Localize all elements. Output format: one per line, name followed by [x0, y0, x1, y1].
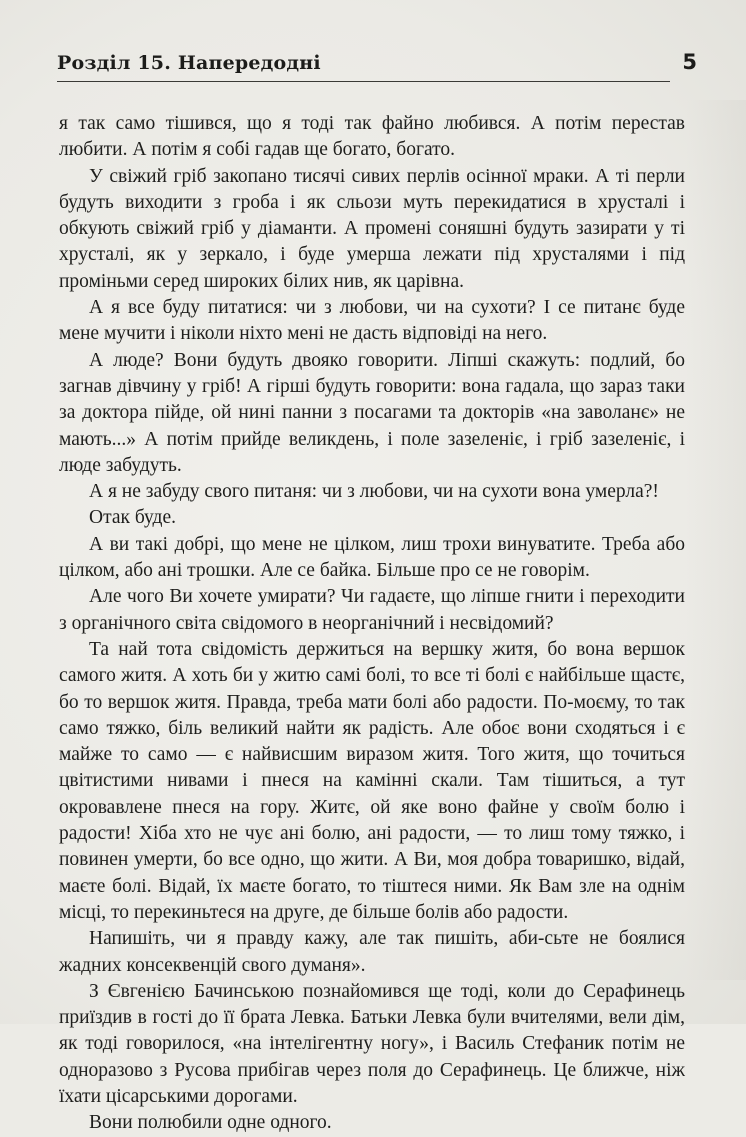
- paragraph: А люде? Вони будуть двояко говорити. Ліпші скажуть: подлий, бо загнав дівчину у гріб! А гірші будуть говорити: вона гадала, що зараз таки за доктора пійде, ой нині панни з посагами та докторів «на заволанє» не мають...» А потім прийде великдень, і поле зазеленіє, і гріб зазеленіє, і люде забудуть.: [59, 349, 685, 476]
- page-edge-shadow: [686, 100, 746, 980]
- chapter-title: Розділ 15. Напередодні: [57, 52, 321, 74]
- paragraph: Напишіть, чи я правду кажу, але так пишіть, аби-сьте не боялися жадних консеквенцій свого думаня».: [59, 928, 685, 976]
- paragraph: А ви такі добрі, що мене не цілком, лиш трохи винуватите. Треба або цілком, або ані трошки. Але се байка. Більше про се не говорім.: [59, 533, 685, 582]
- paragraph: З Євгенією Бачинською познайомився ще тоді, коли до Серафинець приїздив в гості до її брата Левка. Батьки Левка були вчителями, вели дім, як тоді говорилося, «на інтелігентну ногу», і Василь Стефаник потім не одноразово з Русова прибігав через поля до Серафинець. Це ближче, ніж їхати цісарськими дорогами.: [59, 980, 685, 1107]
- paragraph: А я не забуду свого питаня: чи з любови, чи на сухоти вона умерла?!: [89, 481, 659, 503]
- paragraph: Отак буде.: [89, 507, 176, 529]
- running-header: [57, 52, 697, 84]
- paragraph: Та най тота свідомість держиться на вершку житя, бо вона вершок самого житя. А хоть би у житю самі болі, то все ті болі є найбільше щастє, бо то вершок житя. Правда, треба мати болі або радости. По-моєму, то так само тяжко, біль великий найти як радість. Але обоє вони сходяться і є майже то само — є найвисшим виразом житя. Того житя, що точиться цвітистими нивами і пнеся на камінні скали. Там тішиться, а тут окровавлене пнеся на гору. Житє, ой яке воно файне у своїм болю і радости! Хіба хто не чує ані болю, ані радости, — то лиш тому тяжко, і повинен умерти, бо все одно, що жити. А Ви, моя добра товаришко, відай, маєте болі. Відай, їх маєте богато, то тіштеся ними. Як Вам зле на однім місці, то перекиньтеся на друге, де більше болів або радости.: [59, 638, 685, 923]
- paragraph: Вони полюбили одне одного.: [89, 1112, 332, 1134]
- paragraph: Але чого Ви хочете умирати? Чи гадаєте, що ліпше гнити і переходити з органічного світа свідомого в неорганічний і несвідомий?: [59, 586, 685, 634]
- header-rule: [57, 81, 670, 82]
- paragraph: У свіжий гріб закопано тисячі сивих перлів осінної мраки. А ті перли будуть виходити з гроба і як сльози муть перекидатися в хрусталі і обкують свіжий гріб у діаманти. А промені соняшні будуть зазирати у ті хрусталі, як у зеркало, і буде умерша лежати під хрусталями і під проміньми серед широких білих нив, як царівна.: [59, 165, 685, 292]
- body-text: [59, 111, 685, 1137]
- paragraph: А я все буду питатися: чи з любови, чи на сухоти? І се питанє буде мене мучити і ніколи ніхто мені не дасть відповіді на него.: [59, 297, 685, 345]
- paragraph: я так само тішився, що я тоді так файно любився. А потім перестав любити. А потім я собі гадав ще богато, богато.: [59, 113, 685, 161]
- page-number: 5: [682, 50, 697, 74]
